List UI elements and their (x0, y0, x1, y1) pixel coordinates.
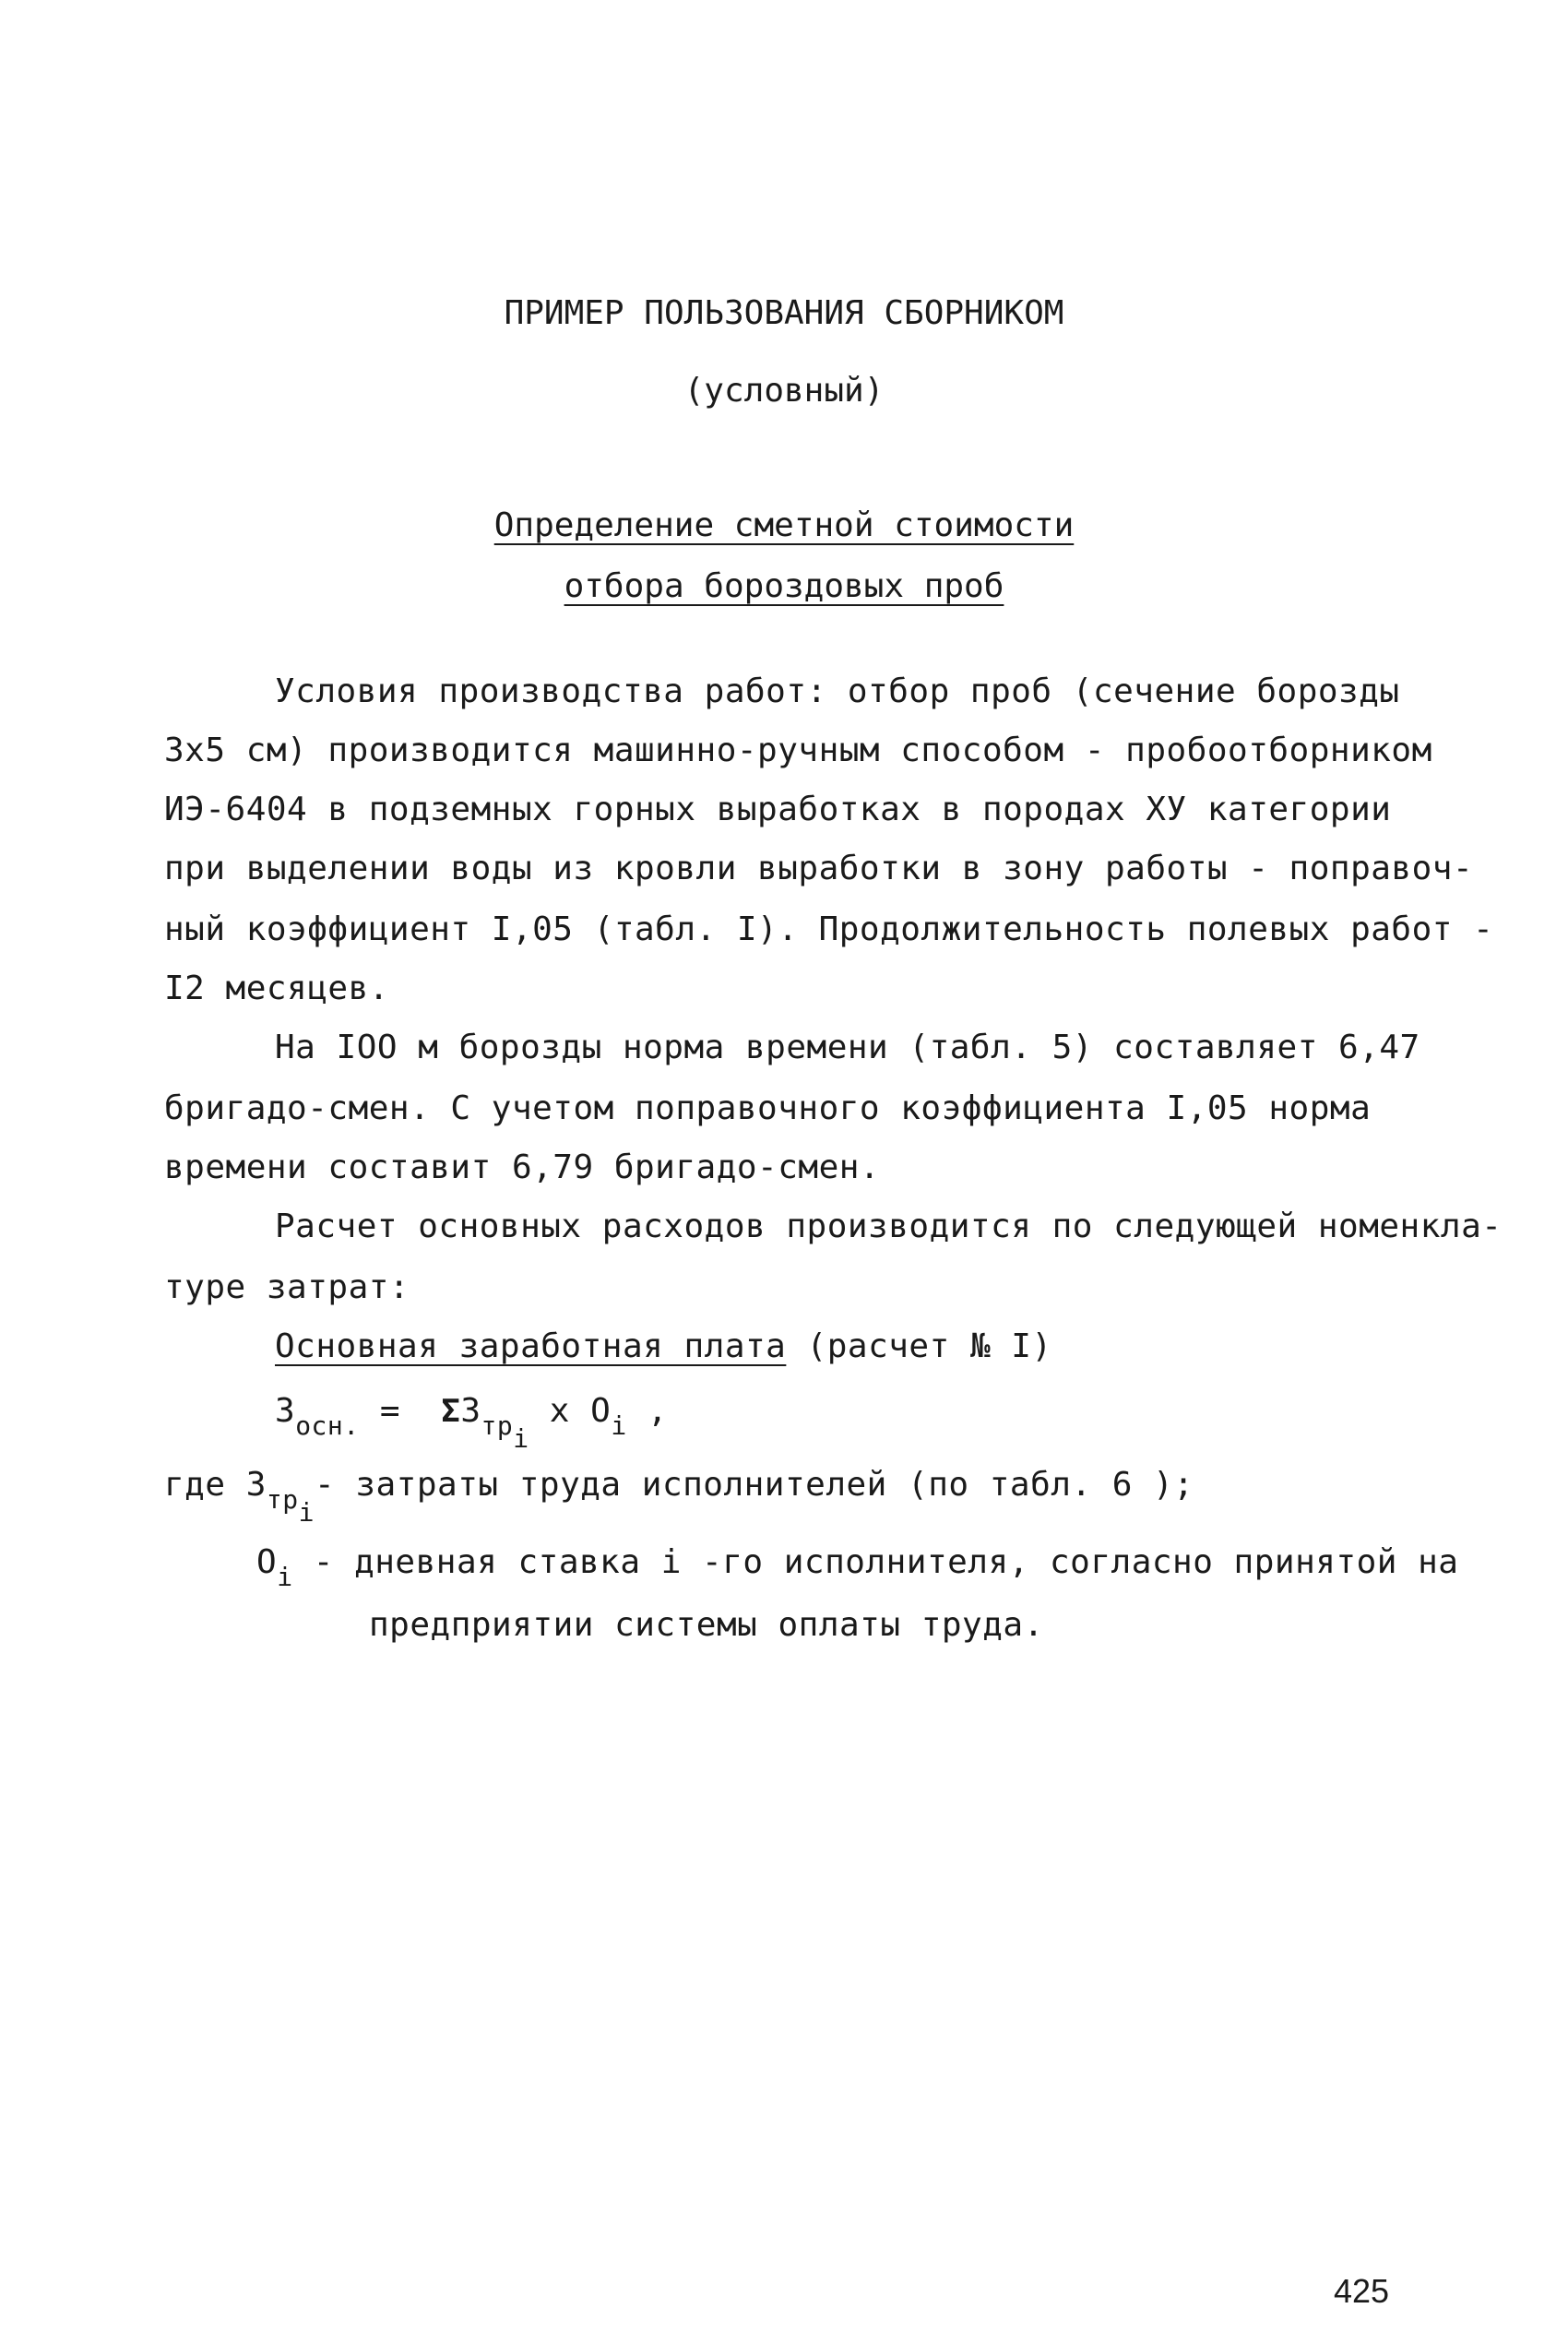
cost-item-reference: (расчет № I) (806, 1327, 1052, 1365)
paragraph-2-line-1: На IOO м борозды норма времени (табл. 5) составляет 6,47 (275, 1029, 1420, 1066)
formula-sum-sign: Σ (441, 1393, 461, 1430)
definition-2-index: i (277, 1562, 293, 1592)
definition-2-symbol: О (256, 1543, 278, 1581)
formula-term-1: З (460, 1392, 481, 1430)
definition-1 (164, 1465, 1194, 1528)
definition-1-subscript: тр (266, 1484, 299, 1515)
paragraph-1-line-6: I2 месяцев. (164, 970, 389, 1007)
paragraph-1-line-5: ный коэффициент I,05 (табл. I). Продолжительность полевых работ - (164, 910, 1494, 948)
cost-item-line (275, 1327, 1052, 1367)
document-title: ПРИМЕР ПОЛЬЗОВАНИЯ СБОРНИКОМ (504, 294, 1064, 332)
document-subtitle: (условный) (683, 372, 885, 410)
formula-term-2-index: i (611, 1410, 627, 1441)
formula-term-1-subscript: тр (481, 1410, 514, 1441)
section-heading-line-1: Определение сметной стоимости (493, 506, 1075, 544)
formula-lhs: З (275, 1392, 296, 1430)
paragraph-2-line-2: бригадо-смен. С учетом поправочного коэффициента I,05 норма (164, 1089, 1372, 1127)
definition-2-text-line-1: - дневная ставка i -го исполнителя, согласно принятой на (313, 1543, 1459, 1581)
paragraph-1-line-4: при выделении воды из кровли выработки в зону работы - поправоч- (164, 850, 1474, 887)
formula-term-1-index: i (513, 1423, 529, 1454)
page-number: 425 (1334, 2272, 1390, 2310)
paragraph-2-line-3: времени составит 6,79 бригадо-смен. (164, 1148, 881, 1186)
paragraph-1-line-2: 3х5 см) производится машинно-ручным способом - пробоотборником (164, 732, 1432, 769)
definition-1-text: - затраты труда исполнителей (по табл. 6 ); (314, 1466, 1194, 1504)
definition-1-symbol: З (245, 1466, 267, 1504)
paragraph-1-line-3: ИЭ-6404 в подземных горных выработках в породах ХУ категории (164, 791, 1392, 828)
formula-times: х (549, 1392, 570, 1430)
formula-equals: = (379, 1392, 400, 1430)
definition-2-line-2: предприятии системы оплаты труда. (369, 1606, 1044, 1644)
paragraph-3-line-1: Расчет основных расходов производится по следующей номенкла- (275, 1208, 1503, 1245)
formula (275, 1391, 669, 1454)
definition-where: где (164, 1466, 226, 1504)
cost-item-heading: Основная заработная плата (275, 1327, 787, 1365)
section-heading-line-2: отбора бороздовых проб (564, 567, 1004, 605)
definition-1-index: i (298, 1497, 315, 1528)
formula-lhs-subscript: осн. (295, 1410, 360, 1441)
formula-term-2: О (590, 1392, 612, 1430)
formula-tail: , (647, 1392, 669, 1430)
definition-2-line-1 (256, 1542, 1459, 1592)
paragraph-1-line-1: Условия производства работ: отбор проб (сечение борозды (275, 672, 1400, 710)
paragraph-3-line-2: туре затрат: (164, 1268, 410, 1306)
